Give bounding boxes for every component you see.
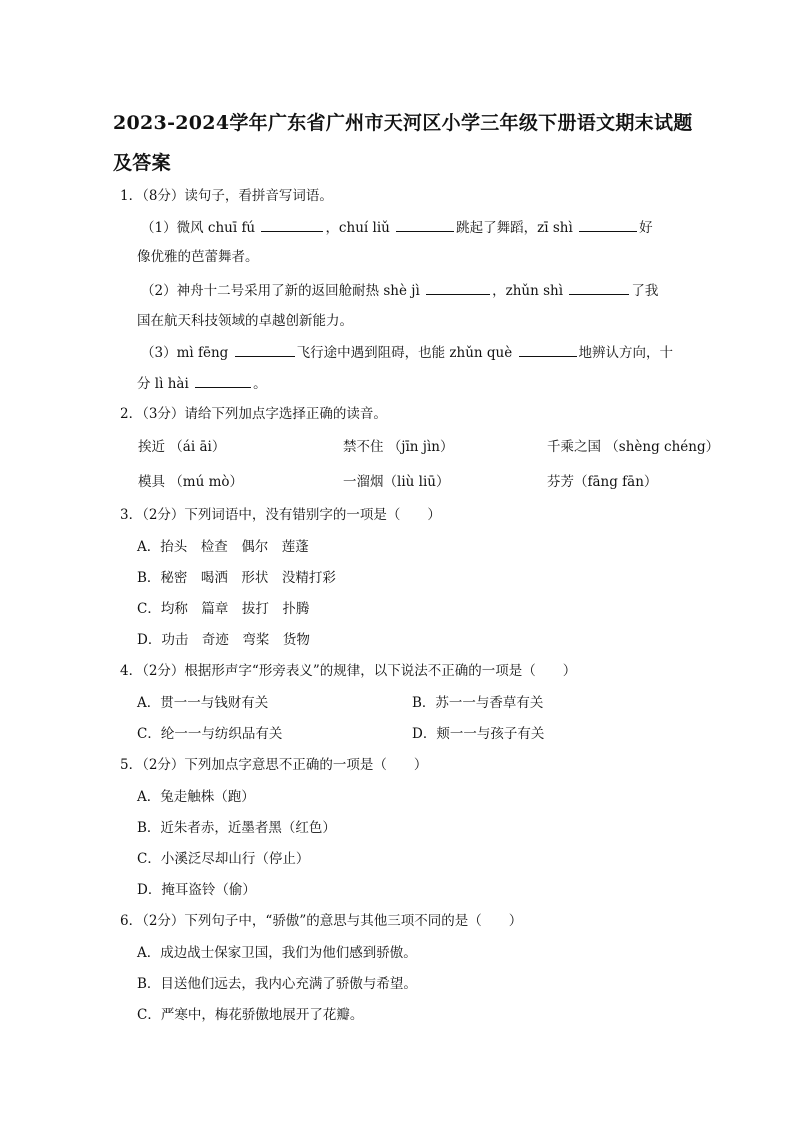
q2-item: 一溜烟（liù liū） [343,474,450,490]
q6-option-c: C．严寒中，梅花骄傲地展开了花瓣。 [137,1007,364,1023]
q3-option-c: C．均称 篇章 拔打 扑腾 [137,601,310,617]
question-1-sentence-1 [141,217,653,238]
q4-option-a: A．贯一一与钱财有关 [137,695,269,711]
document-title: 2023-2024学年广东省广州市天河区小学三年级下册语文期末试题及答案 [113,112,693,174]
q5-option-b: B．近朱者赤，近墨者黑（红色） [137,820,336,836]
q4-option-b: B．苏一一与香草有关 [412,695,544,711]
q1-s1-text-d: 好 [639,220,653,236]
q1-s2-text-a: （2）神舟十二号采用了新的返回舱耐热 shè jì [141,283,420,299]
answer-blank[interactable] [195,373,251,388]
q2-item: 芬芳（fāng fān） [547,474,658,490]
q5-option-a: A．兔走触株（跑） [137,789,255,805]
q6-option-a: A．成边战士保家卫国，我们为他们感到骄傲。 [137,945,417,961]
answer-blank[interactable] [579,217,637,232]
answer-blank[interactable] [519,342,577,357]
q2-item: 挨近 （ái āi） [138,439,226,455]
q1-s3-text-e: 。 [253,376,267,392]
q3-option-d: D．功击 奇迹 弯桨 货物 [137,632,310,648]
q1-s3-text-c: 地辨认方向，十 [578,345,674,361]
q5-option-c: C．小溪泛尽却山行（停止） [137,851,310,867]
q3-option-b: B．秘密 喝洒 形状 没精打彩 [137,570,336,586]
q1-s3-text-d: 分 lì hài [137,376,189,392]
answer-blank[interactable] [569,280,629,295]
q1-s1-continuation: 像优雅的芭蕾舞者。 [137,249,259,265]
q2-item: 模具 （mú mò） [138,474,244,490]
q1-s3-text-b: 飞行途中遇到阻碍，也能 zhǔn què [296,345,513,361]
question-1-stem: 1．（8分）读句子，看拼音写词语。 [120,188,333,204]
q1-s2-text-c: 了我 [631,283,659,299]
q1-s1-text-c: 跳起了舞蹈，zī shì [456,220,573,236]
q5-option-d: D．掩耳盗铃（偷） [137,882,256,898]
question-2-stem: 2．（3分）请给下列加点字选择正确的读音。 [120,406,387,422]
q1-s1-text-a: （1）微风 chuī fú [141,220,256,236]
answer-blank[interactable] [426,280,490,295]
q2-item: 千乘之国 （shèng chéng） [547,439,720,455]
q4-option-d: D．颊一一与孩子有关 [412,726,545,742]
q1-s1-text-b: ，chuí liǔ [325,220,390,236]
question-6-stem: 6．（2分）下列句子中，“骄傲”的意思与其他三项不同的是（ ） [120,913,523,929]
question-1-sentence-2 [141,280,658,301]
question-1-sentence-3 [141,342,673,363]
question-5-stem: 5．（2分）下列加点字意思不正确的一项是（ ） [120,757,428,773]
question-4-stem: 4．（2分）根据形声字“形旁表义”的规律，以下说法不正确的一项是（ ） [120,663,577,679]
q1-s3-continuation [137,373,267,394]
answer-blank[interactable] [261,217,323,232]
q2-item: 禁不住 （jīn jìn） [343,439,454,455]
question-3-stem: 3．（2分）下列词语中，没有错别字的一项是（ ） [120,507,441,523]
q6-option-b: B．目送他们远去，我内心充满了骄傲与希望。 [137,976,417,992]
q4-option-c: C．纶一一与纺织品有关 [137,726,283,742]
q3-option-a: A．抬头 检查 偶尔 莲蓬 [137,539,309,555]
q1-s3-text-a: （3）mì fēng [141,345,229,361]
q1-s2-text-b: ，zhǔn shì [492,283,564,299]
q1-s2-continuation: 国在航天科技领域的卓越创新能力。 [137,313,353,329]
answer-blank[interactable] [235,342,295,357]
answer-blank[interactable] [396,217,454,232]
